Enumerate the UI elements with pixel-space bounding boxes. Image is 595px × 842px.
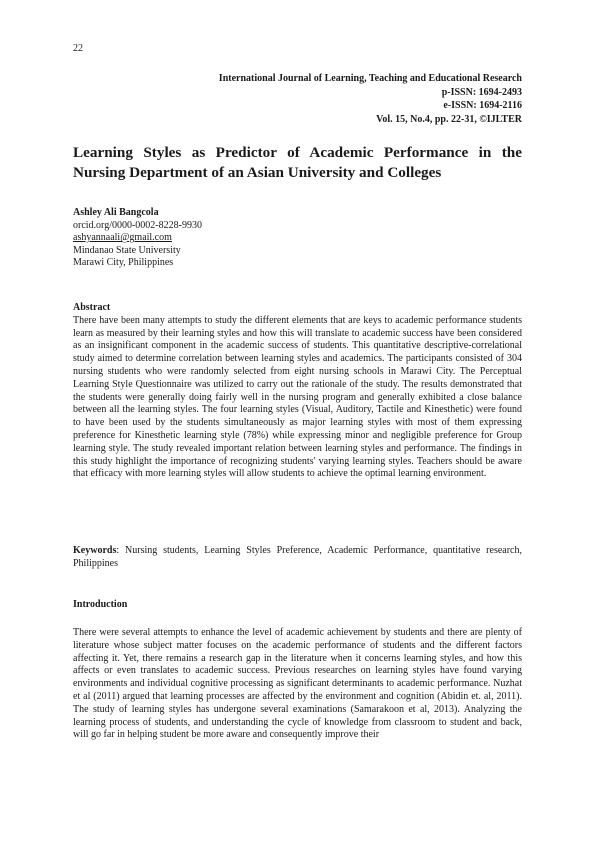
paper-title: Learning Styles as Predictor of Academic Performance in the Nursing Department of an Asian University and Colleges xyxy=(73,144,522,181)
journal-pissn: p-ISSN: 1694-2493 xyxy=(441,86,522,98)
page-number: 22 xyxy=(73,43,83,54)
author-location: Marawi City, Philippines xyxy=(73,257,174,269)
journal-header xyxy=(219,72,522,126)
journal-name: International Journal of Learning, Teaching and Educational Research xyxy=(218,73,522,84)
author-email-link[interactable]: ashyannaali@gmail.com xyxy=(73,232,172,244)
author-name: Ashley Ali Bangcola xyxy=(73,207,159,218)
keywords-label: Keywords xyxy=(73,545,117,556)
author-orcid: orcid.org/0000-0002-8228-9930 xyxy=(73,219,202,231)
keywords-section xyxy=(73,545,522,571)
keywords-text: : Nursing students, Learning Styles Preference, Academic Performance, quantitative research, Philippines xyxy=(73,545,522,569)
author-block xyxy=(73,207,373,270)
abstract-section xyxy=(73,302,522,481)
journal-eissn: e-ISSN: 1694-2116 xyxy=(443,100,522,111)
abstract-heading: Abstract xyxy=(73,302,111,313)
introduction-heading: Introduction xyxy=(73,599,128,610)
introduction-text: There were several attempts to enhance the level of academic achievement by students and there are plenty of literature whose subject matter focuses on the academic performance of students and the different factors affecting it. Yet, there remains a research gap in the literature when it concerns learning styles, and how this affects or even translates to academic success. Previous researches on learning styles have found varying environments and individual cognitive processing as significant determinants to academic performance. Nuzhat et al (2011) argued that learning processes are affected by the environment and cognition (Abidin et. al, 2011). The study of learning styles has undergone several examinations (Samarakoon et al, 2013). Analyzing the learning process of students, and understanding the cycle of knowledge from classroom to student and back, will go far in helping student be more aware and consequently improve their xyxy=(73,627,522,741)
abstract-text: There have been many attempts to study the different elements that are keys to academic performance students learn as measured by their learning styles and how this will translate to academic success have been considered as an insignificant component in the academic success of students. This quantitative descriptive-correlational study aimed to determine correlation between learning styles and academics. The participants consisted of 304 nursing students who were randomly selected from eight nursing schools in Marawi City. The Perceptual Learning Style Questionnaire was utilized to carry out the rationale of the study. The results demonstrated that the students were generally doing fairly well in the nursing program and generally exhibited a close balance between all the learning styles. The four learning styles (Visual, Auditory, Tactile and Kinesthetic) were found to have been used by the students simultaneously as major learning styles with most of them expressing preference for Kinesthetic learning style (78%) while expressing minor and negligible preference for Group learning style. The study revealed important relation between learning styles and performance. The findings in this study highlight the importance of recognizing students' varying learning styles. Teachers should be aware that efficacy with more learning styles will allow students to achieve the optimal learning environment. xyxy=(73,314,522,480)
author-affiliation: Mindanao State University xyxy=(73,244,181,256)
journal-volume: Vol. 15, No.4, pp. 22-31, ©IJLTER xyxy=(376,113,522,125)
